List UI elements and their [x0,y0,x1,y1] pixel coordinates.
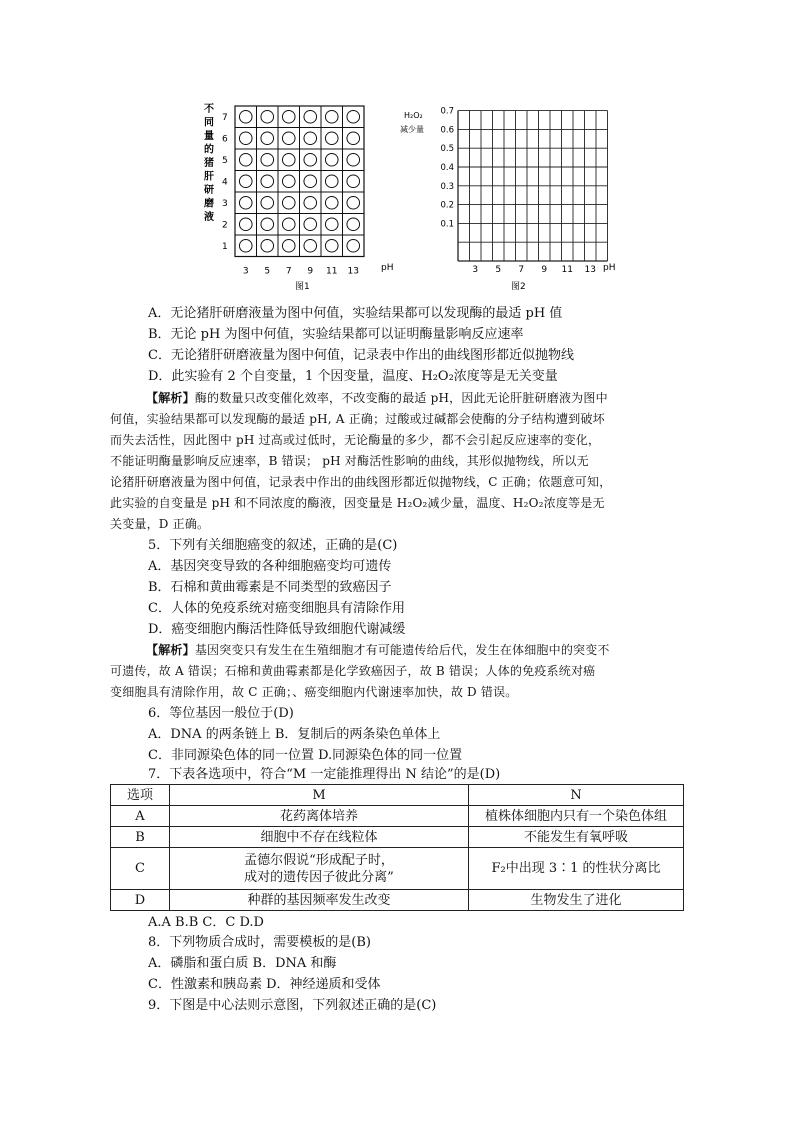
figure-2 [396,98,626,298]
test-tube-circle [347,239,360,252]
figure-2-y-tick: 0.2 [440,200,454,211]
figure-2-y-tick: 0.5 [440,144,454,155]
q4-option-b: B．无论 pH 为图中何值，实验结果都可以证明酶量影响反应速率 [148,327,524,342]
q7-cell-option: C [111,848,170,890]
figure-1-y-tick: 5 [222,155,228,166]
q7-table-header-row [111,785,684,806]
figure-2-ylabel-bottom: 减少量 [400,125,424,134]
test-tube-circle [261,132,274,145]
figure-1-x-tick: 3 [242,266,249,277]
figure-1 [198,98,408,298]
figure-1-x-tick: 13 [347,266,359,277]
test-tube-circle [304,196,317,209]
test-tube-circle [325,132,338,145]
figure-1-x-tick: 11 [326,266,338,277]
test-tube-circle [282,196,295,209]
figure-2-x-tick: 13 [584,265,596,275]
figure-2-y-tick: 0.1 [440,219,454,230]
figure-2-caption: 图2 [511,282,526,292]
test-tube-circle [347,153,360,166]
figure-2-y-tick: 0.7 [440,106,454,117]
q6-options-line-2: C．非同源染色体的同一位置 D.同源染色体的同一位置 [148,748,463,763]
test-tube-circle [304,110,317,123]
q7-cell-m: 细胞中不存在线粒体 [170,827,469,848]
q7-cell-option: A [111,806,170,827]
q4-explanation-line-7: 关变量，D 正确。 [110,517,210,531]
q4-explanation-line-6: 此实验的自变量是 pH 和不同浓度的酶液，因变量是 H₂O₂减少量，温度、H₂O₂浓度等是无 [110,496,605,510]
test-tube-circle [261,175,274,188]
q5-option-a: A．基因突变导致的各种细胞癌变均可遗传 [148,559,392,574]
q9-stem: 9．下图是中心法则示意图，下列叙述正确的是(C) [148,998,437,1013]
test-tube-circle [239,132,252,145]
figure-1-x-tick: 5 [264,266,271,277]
test-tube-circle [239,239,252,252]
figure-1-y-tick: 4 [222,177,228,188]
table-row [111,827,684,848]
figure-2-x-tick: 7 [518,265,525,275]
test-tube-circle [347,132,360,145]
q8-stem: 8．下列物质合成时，需要模板的是(B) [148,935,371,950]
q4-option-d: D．此实验有 2 个自变量，1 个因变量，温度、H₂O₂浓度等是无关变量 [148,369,558,384]
q5-explanation-line-2: 可遗传，故 A 错误；石棉和黄曲霉素都是化学致癌因子，故 B 错误；人体的免疫系统对癌 [110,664,596,678]
test-tube-circle [304,218,317,231]
svg-text:磨: 磨 [204,198,214,210]
table-row [111,806,684,827]
figure-1-y-tick: 3 [222,198,228,209]
q7-cell-option: B [111,827,170,848]
test-tube-circle [261,196,274,209]
figure-2-y-tick: 0.3 [440,181,454,192]
svg-text:肝: 肝 [204,171,214,183]
test-tube-circle [325,218,338,231]
figure-2-x-unit: pH [603,263,616,273]
q7-cell-n: 生物发生了进化 [469,890,684,911]
test-tube-circle [347,196,360,209]
q7-table [110,784,684,911]
test-tube-circle [325,196,338,209]
test-tube-circle [239,110,252,123]
test-tube-circle [282,153,295,166]
test-tube-circle [304,132,317,145]
figure-2-x-tick: 3 [472,265,479,275]
svg-text:的: 的 [204,144,214,156]
figure-1-x-tick: 7 [285,266,292,277]
q5-option-b: B．石棉和黄曲霉素是不同类型的致癌因子 [148,580,392,595]
q7-cell-n: 不能发生有氧呼吸 [469,827,684,848]
figure-2-ylabel-top: H₂O₂ [404,111,423,120]
svg-text:液: 液 [204,212,214,223]
q4-explanation-line-3: 而失去活性，因此图中 pH 过高或过低时，无论酶量的多少，都不会引起反应速率的变化， [110,433,601,447]
test-tube-circle [239,218,252,231]
q7-cell-m-line: 成对的遗传因子彼此分离” [244,869,394,885]
q8-options-line-2: C．性激素和胰岛素 D．神经递质和受体 [148,977,381,992]
test-tube-circle [325,239,338,252]
test-tube-circle [261,153,274,166]
q7-stem: 7．下表各选项中，符合“M 一定能推理得出 N 结论”的是(D) [148,767,501,782]
figure-2-grid [458,111,608,261]
q5-explanation-line-1: 【解析】基因突变只有发生在生殖细胞才有可能遗传给后代，发生在体细胞中的突变不 [146,643,610,657]
q7-cell-option: D [111,890,170,911]
test-tube-circle [304,175,317,188]
q4-explanation-line-5: 论猪肝研磨液量为图中何值，记录表中作出的曲线图形都近似抛物线，C 正确；依题意可知， [110,475,612,489]
test-tube-circle [261,239,274,252]
test-tube-circle [282,110,295,123]
figure-1-ylabel [204,102,214,223]
svg-text:猪: 猪 [204,158,214,169]
test-tube-circle [304,153,317,166]
q5-option-c: C．人体的免疫系统对癌变细胞具有清除作用 [148,601,405,616]
figure-1-caption: 图1 [295,282,310,292]
test-tube-circle [282,175,295,188]
q5-explanation-line-3: 变细胞具有清除作用，故 C 正确；、癌变细胞内代谢速率加快，故 D 错误。 [110,685,518,699]
q4-explanation-tag: 【解析】 [146,391,195,405]
q6-options-line-1: A．DNA 的两条链上 B．复制后的两条染色单体上 [148,727,441,742]
table-row [111,890,684,911]
test-tube-circle [282,218,295,231]
q7-table-header: N [469,785,684,806]
svg-text:不: 不 [204,104,214,115]
q7-cell-m-line: 孟德尔假说“形成配子时， [244,852,394,868]
test-tube-circle [282,132,295,145]
q4-option-c: C．无论猪肝研磨液量为图中何值，记录表中作出的曲线图形都近似抛物线 [148,348,574,363]
figure-1-y-tick: 6 [222,134,228,145]
figure-1-x-tick: 9 [307,266,314,277]
q8-options-line-1: A．磷脂和蛋白质 B．DNA 和酶 [148,956,337,971]
test-tube-circle [347,110,360,123]
q7-cell-m: 花药离体培养 [170,806,469,827]
figure-2-y-tick: 0.4 [440,163,454,173]
figure-2-x-tick: 11 [561,265,573,275]
test-tube-circle [282,239,295,252]
test-tube-circle [347,218,360,231]
q4-explanation-line-4: 不能证明酶量影响反应速率，B 错误； pH 对酶活性影响的曲线，其形似抛物线，所以无 [110,454,589,468]
q5-explanation-tag: 【解析】 [146,643,195,657]
figure-2-y-tick: 0.6 [440,125,454,136]
test-tube-circle [325,153,338,166]
q7-table-header: 选项 [111,785,170,806]
q7-table-header: M [170,785,469,806]
svg-text:研: 研 [204,185,214,196]
test-tube-circle [304,239,317,252]
figure-2-x-tick: 5 [495,265,502,275]
svg-text:量: 量 [204,131,214,142]
q7-answer-options: A.A B.B C．C D.D [148,915,264,930]
figure-1-y-tick: 1 [222,241,228,252]
figure-1-x-unit: pH [381,263,394,273]
q4-explanation-line-1: 【解析】酶的数量只改变催化效率，不改变酶的最适 pH，因此无论肝脏研磨液为图中 [146,391,608,405]
figure-1-y-tick: 7 [222,112,228,123]
test-tube-circle [261,218,274,231]
q7-cell-n: F₂中出现 3∶1 的性状分离比 [469,848,684,890]
test-tube-circle [239,196,252,209]
table-row [111,848,684,890]
test-tube-circle [325,175,338,188]
figure-2-x-tick: 9 [541,265,548,275]
test-tube-circle [347,175,360,188]
test-tube-circle [239,153,252,166]
q4-explanation-line-2: 何值，实验结果都可以发现酶的最适 pH, A 正确；过酸或过碱都会使酶的分子结构遭到破坏 [110,412,605,426]
q5-option-d: D．癌变细胞内酶活性降低导致细胞代谢减缓 [148,622,406,637]
test-tube-circle [239,175,252,188]
q4-option-a: A．无论猪肝研磨液量为图中何值，实验结果都可以发现酶的最适 pH 值 [148,306,563,321]
figure-1-grid [235,106,364,257]
q7-cell-m: 种群的基因频率发生改变 [170,890,469,911]
test-tube-circle [325,110,338,123]
test-tube-circle [261,110,274,123]
q6-stem: 6．等位基因一般位于(D) [148,706,294,721]
figure-1-y-tick: 2 [222,220,228,231]
q7-cell-n: 植株体细胞内只有一个染色体组 [469,806,684,827]
q7-cell-m [170,848,469,890]
svg-text:同: 同 [204,117,214,129]
q5-stem: 5．下列有关细胞癌变的叙述，正确的是(C) [148,538,398,553]
